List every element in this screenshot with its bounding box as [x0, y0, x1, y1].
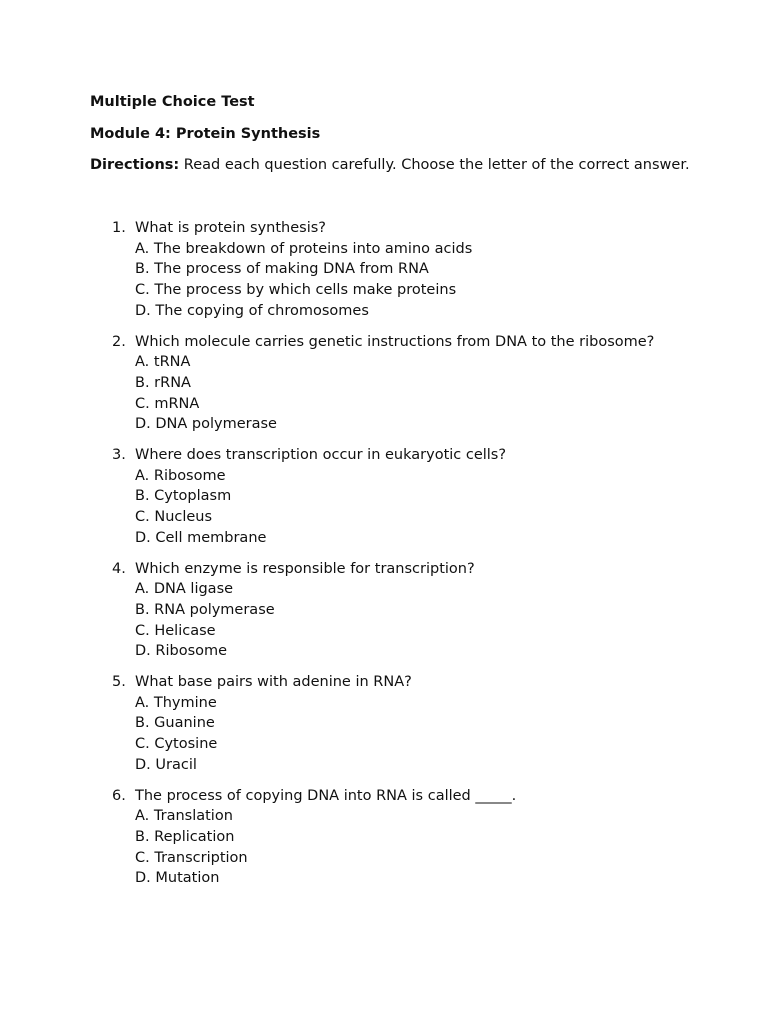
- question-text: What is protein synthesis?: [135, 220, 327, 236]
- module-title: Module 4: Protein Synthesis: [90, 126, 321, 142]
- question-text: Which enzyme is responsible for transcription?: [135, 560, 475, 577]
- question-number: 5.: [112, 674, 126, 691]
- question-number: 4.: [112, 560, 126, 577]
- question-number: 3.: [112, 447, 126, 464]
- option-b: B. rRNA: [135, 374, 191, 391]
- option-c: C. Nucleus: [135, 509, 213, 526]
- question-6: [90, 786, 690, 890]
- question-number: 2.: [112, 333, 126, 350]
- directions: [90, 155, 690, 176]
- option-a: A. Thymine: [135, 694, 217, 711]
- question-number: 6.: [112, 787, 126, 804]
- option-d: D. DNA polymerase: [135, 416, 277, 433]
- option-d: D. Ribosome: [135, 643, 228, 660]
- option-b: B. Cytoplasm: [135, 488, 232, 505]
- option-b: B. The process of making DNA from RNA: [135, 261, 429, 278]
- question-5: [90, 672, 690, 776]
- option-d: D. Cell membrane: [135, 529, 267, 546]
- option-c: C. Cytosine: [135, 736, 218, 753]
- option-c: C. mRNA: [135, 395, 200, 412]
- question-4: [90, 559, 690, 663]
- question-text: Where does transcription occur in eukaryotic cells?: [135, 447, 507, 464]
- directions-label: Directions:: [90, 157, 180, 173]
- option-b: B. Guanine: [135, 715, 215, 732]
- option-c: C. Helicase: [135, 622, 216, 639]
- option-a: A. Translation: [135, 808, 233, 825]
- option-a: A. The breakdown of proteins into amino acids: [135, 240, 473, 257]
- option-b: B. RNA polymerase: [135, 601, 275, 618]
- option-c: C. Transcription: [135, 849, 248, 866]
- question-text: The process of copying DNA into RNA is called _____.: [135, 787, 517, 804]
- question-number: 1.: [112, 220, 126, 236]
- option-d: D. Uracil: [135, 756, 197, 773]
- option-a: A. tRNA: [135, 354, 191, 371]
- question-text: Which molecule carries genetic instructions from DNA to the ribosome?: [135, 333, 655, 350]
- document-title: Multiple Choice Test: [90, 94, 255, 110]
- option-d: D. Mutation: [135, 870, 220, 887]
- document-page: [90, 92, 690, 899]
- option-c: C. The process by which cells make proteins: [135, 282, 457, 299]
- question-text: What base pairs with adenine in RNA?: [135, 674, 412, 691]
- question-1: [90, 218, 690, 322]
- question-2: [90, 332, 690, 436]
- option-a: A. DNA ligase: [135, 581, 234, 598]
- question-3: [90, 445, 690, 549]
- directions-text: Read each question carefully. Choose the letter of the correct answer.: [179, 157, 690, 173]
- option-d: D. The copying of chromosomes: [135, 302, 369, 319]
- option-a: A. Ribosome: [135, 467, 226, 484]
- option-b: B. Replication: [135, 828, 235, 845]
- question-list: [90, 218, 690, 889]
